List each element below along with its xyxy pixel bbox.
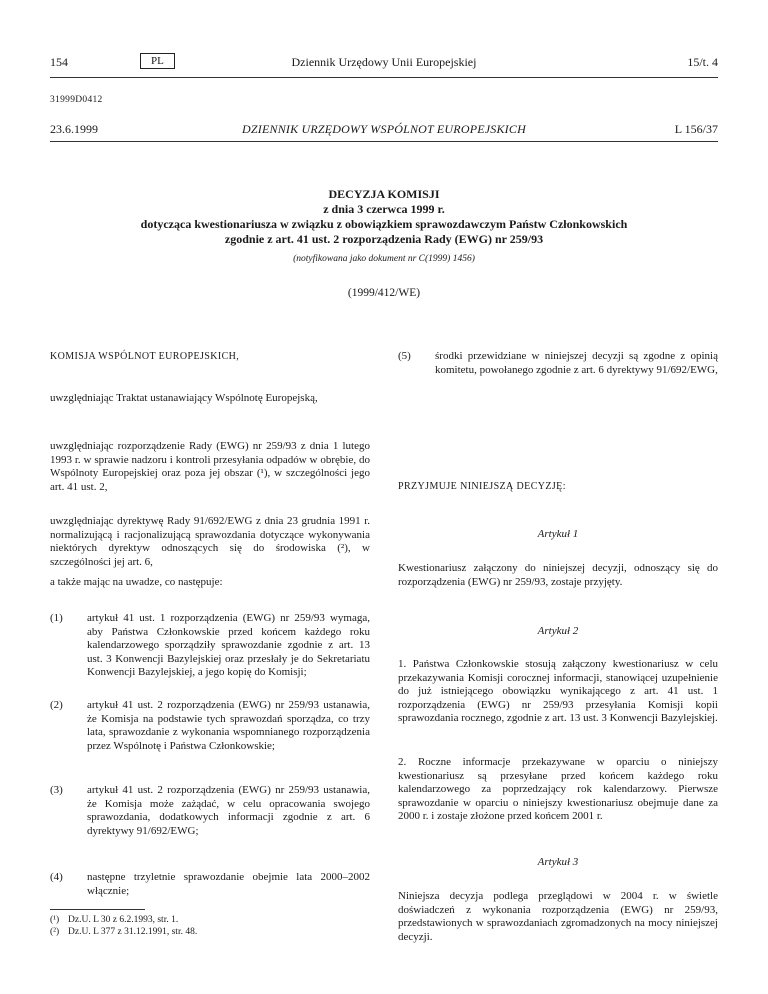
recital-point [50, 612, 370, 682]
running-header [50, 55, 718, 73]
article-3-title: Artykuł 3 [537, 856, 579, 868]
page-number: 154 [50, 55, 68, 69]
point-number: (5) [398, 350, 411, 362]
footnote [50, 914, 370, 926]
recital-point [50, 871, 370, 901]
recital: uwzględniając Traktat ustanawiający Wspólnotę Europejską, [50, 392, 318, 404]
oj-reference: L 156/37 [674, 122, 718, 136]
recital: uwzględniając dyrektywę Rady 91/692/EWG z dnia 23 grudnia 1991 r. normalizującą i racjonalizującą sprawozdania dotyczące wykonywania niektórych dyrektyw odnoszących się do środowiska (²), w szczególności jej art. 6, [50, 515, 370, 568]
footnote-mark: (²) [50, 927, 60, 937]
point-number: (4) [50, 871, 63, 883]
volume-number: 15/t. 4 [687, 55, 718, 69]
recital-point [398, 350, 718, 395]
footnote-rule [50, 909, 145, 910]
point-number: (3) [50, 784, 63, 796]
celex-number: 31999D0412 [50, 95, 103, 105]
point-text: artykuł 41 ust. 1 rozporządzenia (EWG) nr 259/93 wymaga, aby Państwa Członkowskie przed końcem każdego roku kalendarzowego sporządziły sprawozdanie zgodnie z art. 13 ust. 3 Konwencji Bazylejskiej oraz przesłały je do Sekretariatu Konwencji Bazylejskiej, a jego kopię do Komisji; [87, 612, 370, 678]
adopts-heading: PRZYJMUJE NINIEJSZĄ DECYZJĘ: [398, 481, 566, 492]
title-line: DECYZJA KOMISJI [328, 187, 440, 201]
language-box: PL [140, 53, 175, 69]
point-text: środki przewidziane w niniejszej decyzji są zgodne z opinią komitetu, powołanego zgodnie z art. 6 dyrektywy 91/692/EWG, [435, 350, 718, 376]
article-2-title: Artykuł 2 [537, 625, 579, 637]
original-journal-header [50, 122, 718, 138]
footnote [50, 926, 370, 938]
recital-point [50, 699, 370, 769]
decision-title [60, 187, 708, 247]
footnote-text: Dz.U. L 377 z 31.12.1991, str. 48. [68, 927, 198, 937]
article-2-paragraph-2: 2. Roczne informacje przekazywane w oparciu o niniejszy kwestionariusz są przesyłane przed końcem każdego roku kalendarzowego za poprzedzający rok kalendarzowy. Pierwsze sprawozdanie w oparciu o niniejszy kwestionariusz obejmuje dane za 2000 r. i zostaje złożone przed końcem 2001 r. [398, 756, 718, 822]
footnote-text: Dz.U. L 30 z 6.2.1993, str. 1. [68, 915, 179, 925]
point-text: następne trzyletnie sprawozdanie obejmie lata 2000–2002 włącznie; [87, 871, 370, 897]
title-line: z dnia 3 czerwca 1999 r. [323, 202, 445, 216]
issuing-body: KOMISJA WSPÓLNOT EUROPEJSKICH, [50, 351, 240, 362]
decision-number: (1999/412/WE) [347, 287, 421, 299]
publication-date: 23.6.1999 [50, 122, 98, 136]
point-text: artykuł 41 ust. 2 rozporządzenia (EWG) nr 259/93 ustanawia, że Komisja może zażądać, w celu opracowania swojego sprawozdania, dodatkowych informacji zgodnie z art. 6 dyrektywy 91/692/EWG; [87, 784, 370, 837]
point-text: artykuł 41 ust. 2 rozporządzenia (EWG) nr 259/93 ustanawia, że Komisja na podstawie tych sprawozdań sporządza, co trzy lata, sprawozdanie z wykonania wspomnianego rozporządzenia przez Wspólnotę i Państwa Członkowskie; [87, 699, 370, 752]
journal-title: Dziennik Urzędowy Unii Europejskiej [291, 55, 477, 69]
title-line: dotycząca kwestionariusza w związku z obowiązkiem sprawozdawczym Państw Członkowskich [140, 217, 628, 231]
article-1-text: Kwestionariusz załączony do niniejszej decyzji, odnoszący się do rozporządzenia (EWG) nr 259/93, zostaje przyjęty. [398, 562, 718, 588]
title-line: zgodnie z art. 41 ust. 2 rozporządzenia Rady (EWG) nr 259/93 [224, 232, 544, 246]
header-rule [50, 77, 718, 78]
article-3-text: Niniejsza decyzja podlega przeglądowi w 2004 r. w świetle doświadczeń z wykonania rozporządzenia (EWG) nr 259/93, przedstawionych w sprawozdaniach zgromadzonych na mocy niniejszej decyzji. [398, 890, 718, 943]
article-2-paragraph-1: 1. Państwa Członkowskie stosują załączony kwestionariusz w celu przekazywania Komisji corocznej informacji, stanowiącej uzupełnienie do już istniejącego obowiązku wynikającego z art. 41 ust. 1 rozporządzenia (EWG) nr 259/93 przesyłania Komisji kopii sprawozdania rocznego, zgodnie z art. 13 ust. 3 Konwencji Bazylejskiej. [398, 658, 718, 724]
point-number: (2) [50, 699, 63, 711]
original-journal-title: DZIENNIK URZĘDOWY WSPÓLNOT EUROPEJSKICH [242, 122, 526, 136]
footnote-mark: (¹) [50, 915, 60, 925]
notification-note: (notyfikowana jako dokument nr C(1999) 1456) [293, 254, 475, 264]
article-1-title: Artykuł 1 [537, 528, 579, 540]
recital: uwzględniając rozporządzenie Rady (EWG) nr 259/93 z dnia 1 lutego 1993 r. w sprawie nadzoru i kontroli przesyłania odpadów w obrębie, do Wspólnoty Europejskiej oraz poza jej obszar (¹), w szczególności jego art. 41 ust. 2, [50, 440, 370, 493]
recital: a także mając na uwadze, co następuje: [50, 576, 223, 588]
point-number: (1) [50, 612, 63, 624]
recital-point [50, 784, 370, 840]
subheader-rule [50, 141, 718, 142]
